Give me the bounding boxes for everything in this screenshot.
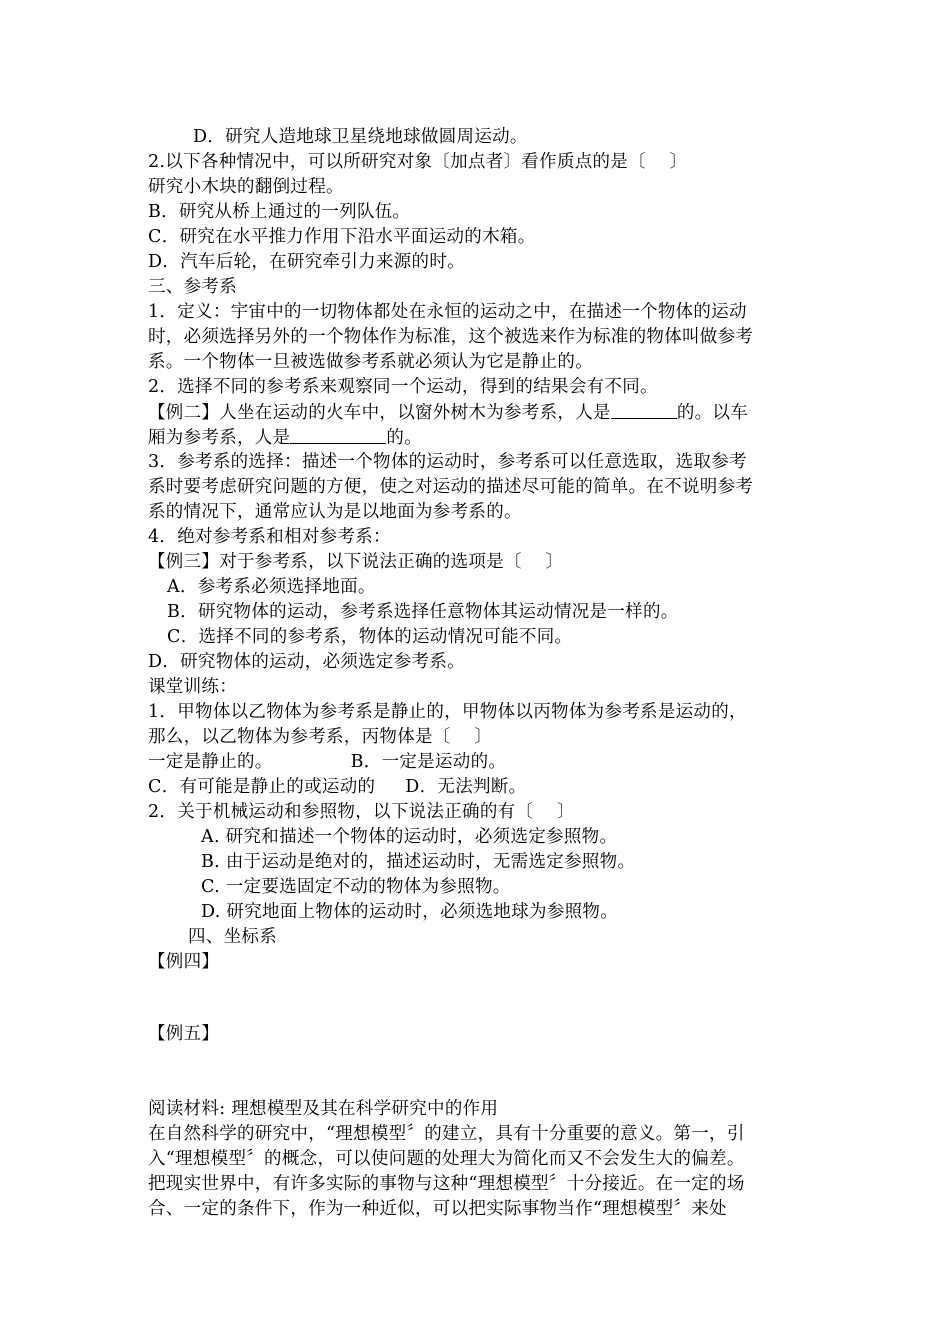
example-4-label: 【例四】 bbox=[148, 952, 220, 972]
practice-1-option-d: D．无法判断。 bbox=[405, 777, 527, 797]
question-2-option-c: C．研究在水平推力作用下沿水平面运动的木箱。 bbox=[148, 227, 536, 247]
practice-1-options-cd bbox=[148, 775, 526, 800]
practice-2-option-a: A. 研究和描述一个物体的运动时，必须选定参照物。 bbox=[201, 827, 618, 847]
practice-2-option-b: B. 由于运动是绝对的，描述运动时，无需选定参照物。 bbox=[201, 852, 636, 872]
section-heading-reference-frame: 三、参考系 bbox=[148, 277, 237, 297]
practice-2-stem: 2．关于机械运动和参照物，以下说法正确的有〔 〕 bbox=[148, 802, 575, 822]
practice-1-option-c: C．有可能是静止的或运动的 bbox=[148, 777, 376, 797]
example-2-text-b: 的。以车 bbox=[676, 403, 749, 423]
reading-material-title: 阅读材料: 理想模型及其在科学研究中的作用 bbox=[148, 1099, 499, 1119]
section-heading-coordinates: 四、坐标系 bbox=[188, 927, 277, 947]
reading-paragraph-line-3: 把现实世界中，有许多实际的事物与这种“理想模型〞十分接近。在一定的场 bbox=[148, 1174, 745, 1194]
practice-2-option-c: C. 一定要选固定不动的物体为参照物。 bbox=[201, 877, 511, 897]
point-3-line-1: 3．参考系的选择：描述一个物体的运动时，参考系可以任意选取，选取参考 bbox=[148, 452, 747, 472]
practice-1-line-2: 那么，以乙物体为参考系，丙物体是〔 〕 bbox=[148, 727, 493, 747]
practice-1-line-1: 1．甲物体以乙物体为参考系是静止的，甲物体以丙物体为参考系是运动的， bbox=[148, 702, 747, 722]
example-2-text-d: 的。 bbox=[386, 428, 423, 448]
example-5-label: 【例五】 bbox=[148, 1024, 220, 1044]
option-d-satellite: D．研究人造地球卫星绕地球做圆周运动。 bbox=[193, 127, 528, 147]
definition-line-1: 1．定义：宇宙中的一切物体都处在永恒的运动之中，在描述一个物体的运动 bbox=[148, 302, 747, 322]
point-3-line-3: 系的情况下，通常应认为是以地面为参考系的。 bbox=[148, 502, 522, 522]
practice-1-option-a: 一定是静止的。 bbox=[148, 752, 273, 772]
definition-line-3: 系。一个物体一旦被选做参考系就必须认为它是静止的。 bbox=[148, 352, 593, 372]
example-2-text-c: 厢为参考系，人是 bbox=[148, 428, 291, 448]
practice-1-options-ab bbox=[148, 750, 506, 775]
point-4-text: 4．绝对参考系和相对参考系： bbox=[148, 527, 391, 547]
practice-2-option-d: D. 研究地面上物体的运动时，必须选地球为参照物。 bbox=[201, 902, 619, 922]
example-2-line-1 bbox=[148, 400, 748, 426]
definition-line-2: 时，必须选择另外的一个物体作为标准，这个被选来作为标准的物体叫做参考 bbox=[148, 327, 754, 347]
question-2-stem: 2.以下各种情况中，可以所研究对象〔加点者〕看作质点的是〔 〕 bbox=[148, 152, 688, 172]
example-3-option-a: A．参考系必须选择地面。 bbox=[167, 577, 376, 597]
point-2-text: 2．选择不同的参考系来观察同一个运动，得到的结果会有不同。 bbox=[148, 377, 658, 397]
fill-blank-1 bbox=[611, 400, 677, 419]
question-2-option-a: 研究小木块的翻倒过程。 bbox=[148, 177, 344, 197]
question-2-option-b: B．研究从桥上通过的一列队伍。 bbox=[148, 202, 411, 222]
question-2-option-d: D．汽车后轮，在研究牵引力来源的时。 bbox=[148, 252, 465, 272]
reading-paragraph-line-1: 在自然科学的研究中，“理想模型〞的建立，具有十分重要的意义。第一，引 bbox=[148, 1124, 745, 1144]
example-3-stem: 【例三】对于参考系，以下说法正确的选项是〔 〕 bbox=[148, 552, 564, 572]
classroom-practice-heading: 课堂训练： bbox=[148, 677, 237, 697]
example-3-option-b: B．研究物体的运动，参考系选择任意物体其运动情况是一样的。 bbox=[167, 602, 679, 622]
example-3-option-d: D．研究物体的运动，必须选定参考系。 bbox=[148, 652, 465, 672]
fill-blank-2 bbox=[290, 425, 386, 444]
example-2-text-a: 【例二】人坐在运动的火车中，以窗外树木为参考系，人是 bbox=[148, 403, 611, 423]
practice-1-option-b: B．一定是运动的。 bbox=[350, 752, 507, 772]
example-3-option-c: C．选择不同的参考系，物体的运动情况可能不同。 bbox=[167, 627, 573, 647]
reading-paragraph-line-4: 合、一定的条件下，作为一种近似，可以把实际事物当作“理想模型〞来处 bbox=[148, 1199, 727, 1219]
reading-paragraph-line-2: 入“理想模型〞的概念，可以使问题的处理大为简化而又不会发生大的偏差。 bbox=[148, 1149, 745, 1169]
example-2-line-2 bbox=[148, 425, 422, 451]
point-3-line-2: 系时要考虑研究问题的方便，使之对运动的描述尽可能的简单。在不说明参考 bbox=[148, 477, 754, 497]
